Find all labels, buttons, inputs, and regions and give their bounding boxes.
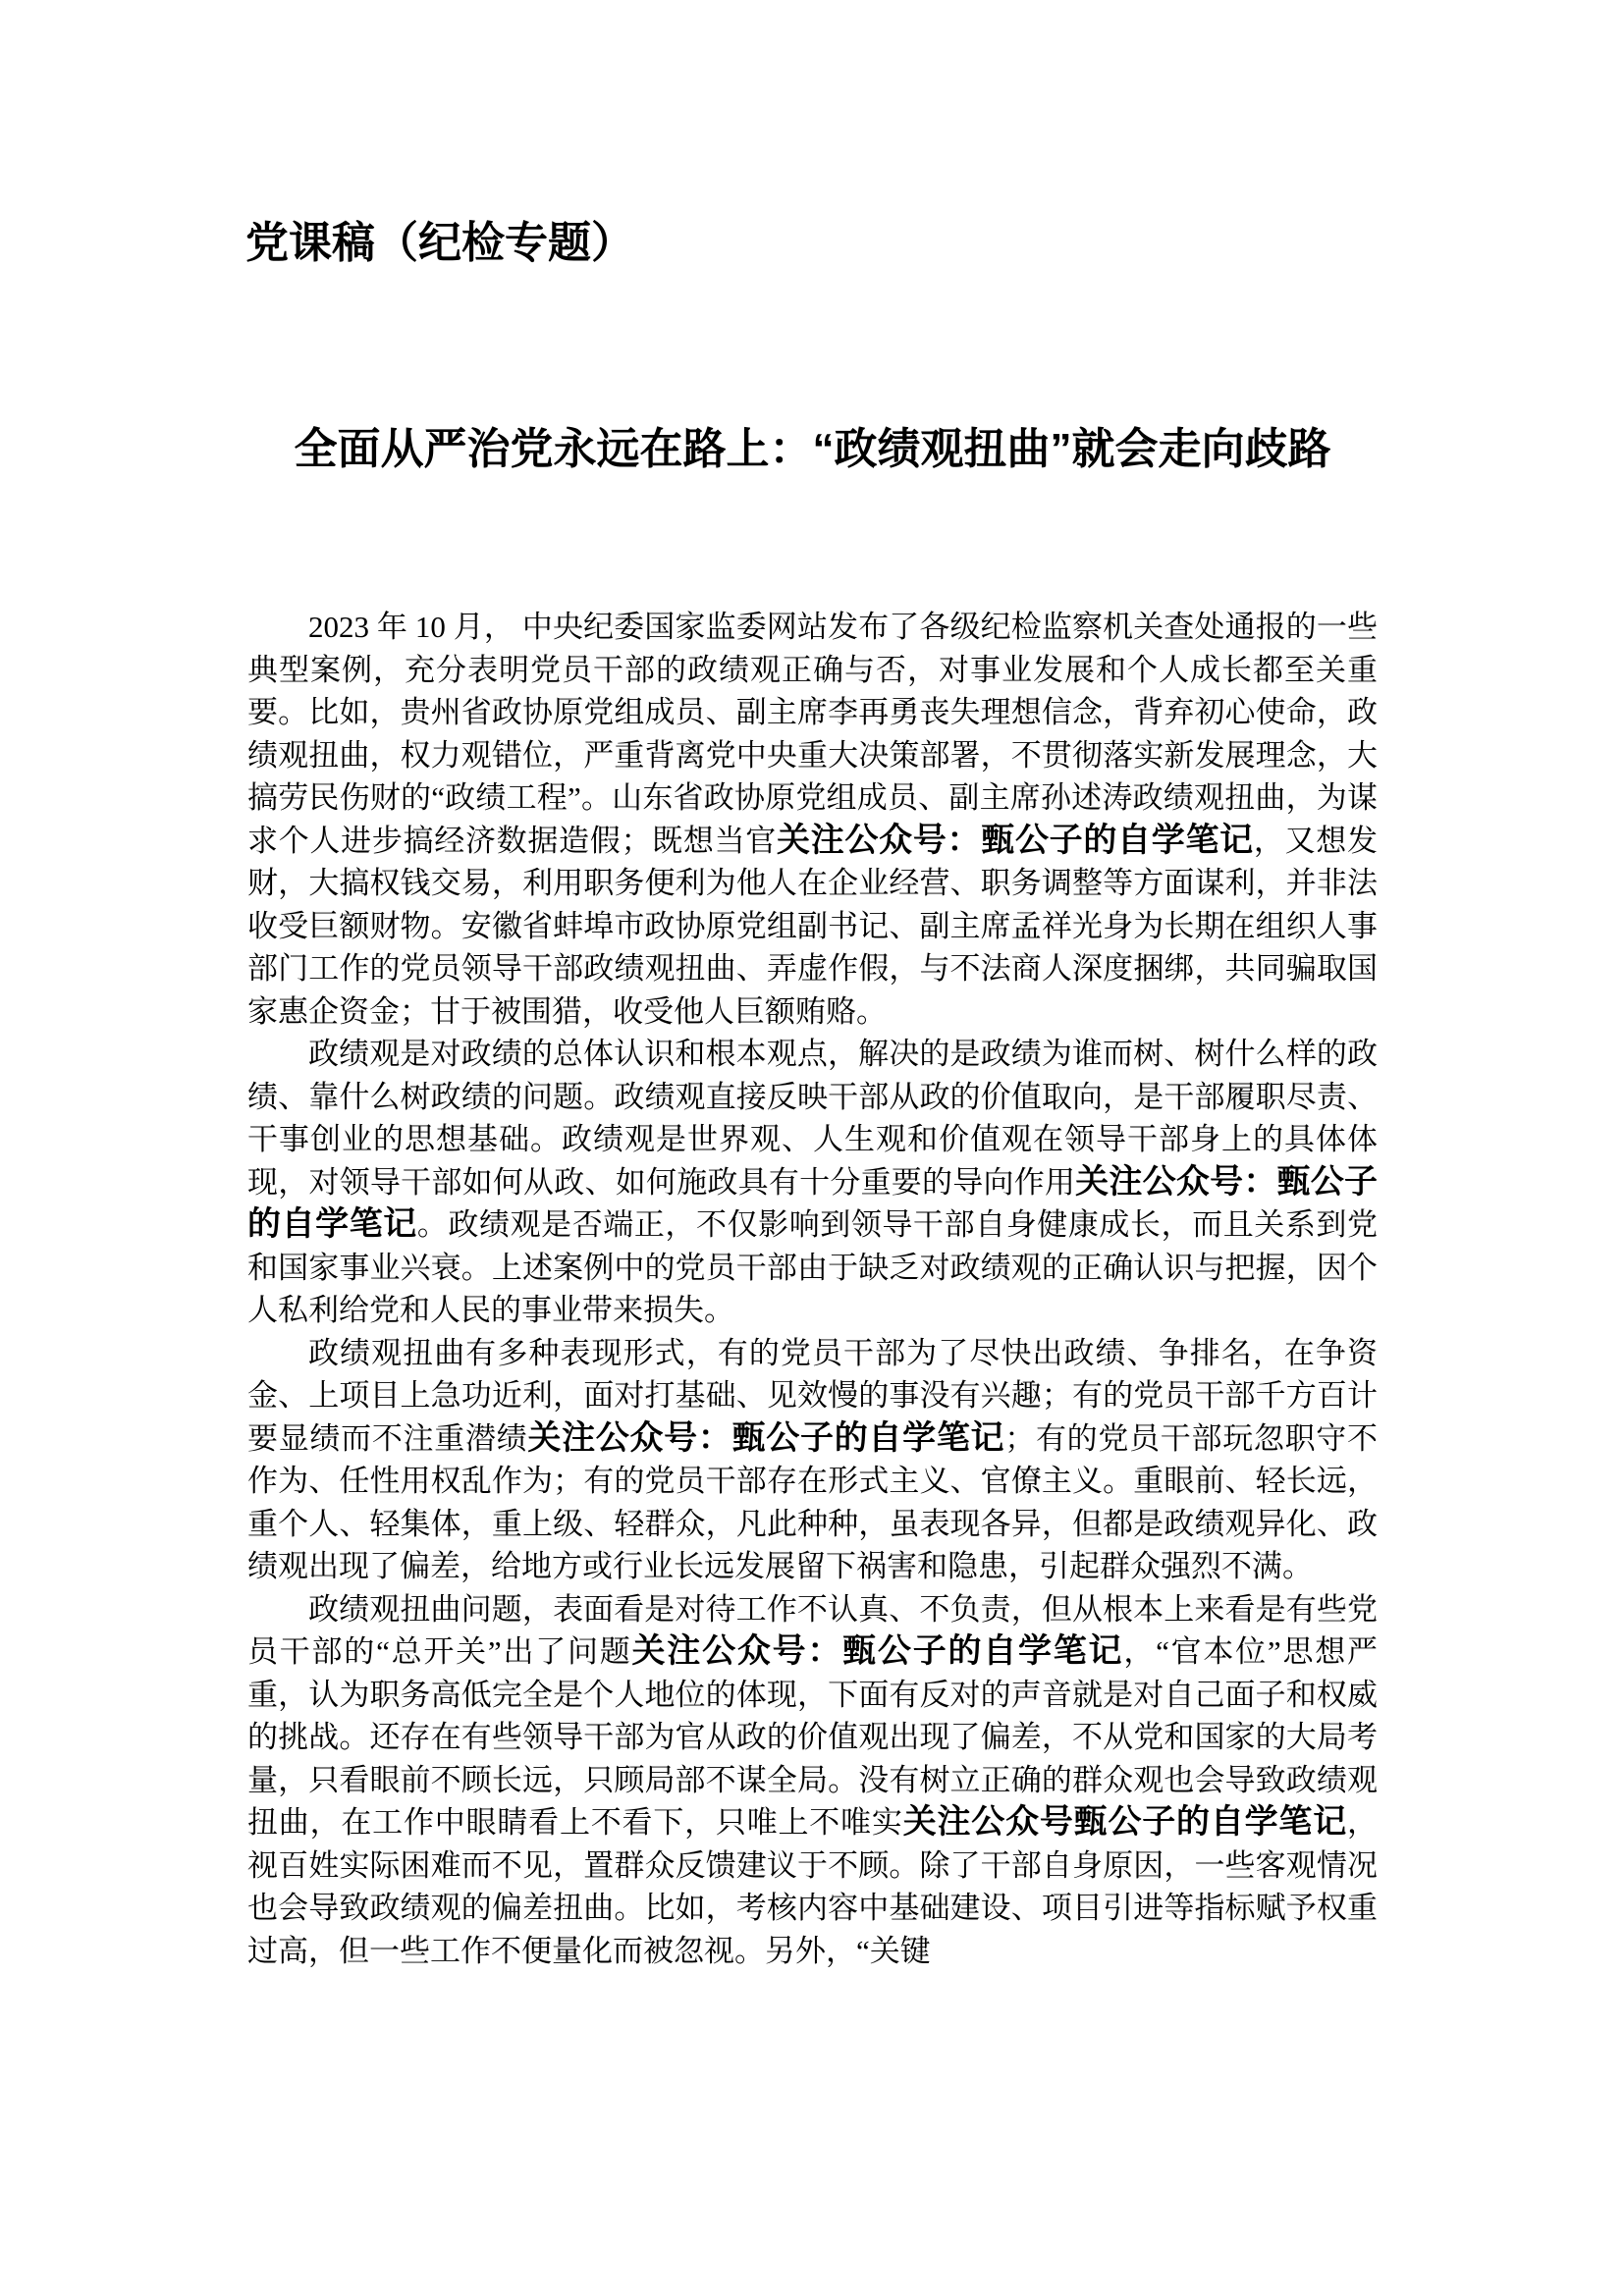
promo-bold-run: 关注公众号：甄公子的自学笔记 [527, 1418, 1005, 1457]
paragraph-3 [247, 1332, 1378, 1588]
text-run: ，“官本位”思想严重，认为职务高低完全是个人地位的体现，下面有反对的声音就是对自己面子和权威的挑战。还存在有些领导干部为官从政的价值观出现了偏差，不从党和国家的大局考量，只看眼前不顾长远，只顾局部不谋全局。没有树立正确的群众观也会导致政绩观扭曲，在工作中眼睛看上不看下，只唯上不唯实 [247, 1634, 1378, 1840]
paragraph-2 [247, 1033, 1378, 1332]
doc-body [247, 606, 1378, 1972]
text-run: 政绩观是对政绩的总体认识和根本观点，解决的是政绩为谁而树、树什么样的政绩、靠什么树政绩的问题。政绩观直接反映干部从政的价值取向，是干部履职尽责、干事创业的思想基础。政绩观是世界观、人生观和价值观在领导干部身上的具体体现，对领导干部如何从政、如何施政具有十分重要的导向作用 [247, 1037, 1378, 1200]
text-run: ；有的党员干部玩忽职守不作为、任性用权乱作为；有的党员干部存在形式主义、官僚主义。重眼前、轻长远，重个人、轻集体，重上级、轻群众，凡此种种，虽表现各异，但都是政绩观异化、政绩观出现了偏差，给地方或行业长远发展留下祸害和隐患，引起群众强烈不满。 [247, 1420, 1379, 1583]
text-run: ，又想发财，大搞权钱交易，利用职务便利为他人在企业经营、职务调整等方面谋利，并非法收受巨额财物。安徽省蚌埠市政协原党组副书记、副主席孟祥光身为长期在组织人事部门工作的党员领导干部政绩观扭曲、弄虚作假，与不法商人深度捆绑，共同骗取国家惠企资金；甘于被围猎，收受他人巨额贿赂。 [247, 823, 1379, 1029]
text-run: 政绩观扭曲有多种表现形式，有的党员干部为了尽快出政绩、争排名，在争资金、上项目上急功近利，面对打基础、见效慢的事没有兴趣；有的党员干部千方百计要显绩而不注重潜绩 [247, 1335, 1378, 1456]
text-run: ，视百姓实际困难而不见，置群众反馈建议于不顾。除了干部自身原因，一些客观情况也会导致政绩观的偏差扭曲。比如，考核内容中基础建设、项目引进等指标赋予权重过高，但一些工作不便量化而被忽视。另外，“关键 [247, 1805, 1379, 1968]
paragraph-1 [247, 606, 1378, 1033]
promo-bold-run: 关注公众号：甄公子的自学笔记 [247, 1162, 1379, 1243]
doc-type-label: 党课稿（纪检专题） [245, 219, 634, 267]
text-run: 政绩观扭曲问题，表面看是对待工作不认真、不负责，但从根本上来看是有些党员干部的“总开关”出了问题 [247, 1591, 1378, 1669]
paragraph-4 [247, 1588, 1378, 1973]
promo-bold-run: 关注公众号甄公子的自学笔记 [902, 1803, 1348, 1841]
text-run: 2023 年 10 月， 中央纪委国家监委网站发布了各级纪检监察机关查处通报的一些典型案例，充分表明党员干部的政绩观正确与否，对事业发展和个人成长都至关重要。比如，贵州省政协原党组成员、副主席李再勇丧失理想信念，背弃初心使命，政绩观扭曲，权力观错位，严重背离党中央重大决策部署，不贯彻落实新发展理念，大搞劳民伤财的“政绩工程”。山东省政协原党组成员、副主席孙述涛政绩观扭曲，为谋求个人进步搞经济数据造假；既想当官 [247, 610, 1378, 858]
promo-bold-run: 关注公众号：甄公子的自学笔记 [777, 821, 1254, 859]
text-run: 。政绩观是否端正，不仅影响到领导干部自身健康成长，而且关系到党和国家事业兴衰。上述案例中的党员干部由于缺乏对政绩观的正确认识与把握，因个人私利给党和人民的事业带来损失。 [247, 1207, 1378, 1327]
promo-bold-run: 关注公众号：甄公子的自学笔记 [631, 1632, 1124, 1670]
doc-title: 全面从严治党永远在路上：“政绩观扭曲”就会走向歧路 [294, 425, 1331, 473]
